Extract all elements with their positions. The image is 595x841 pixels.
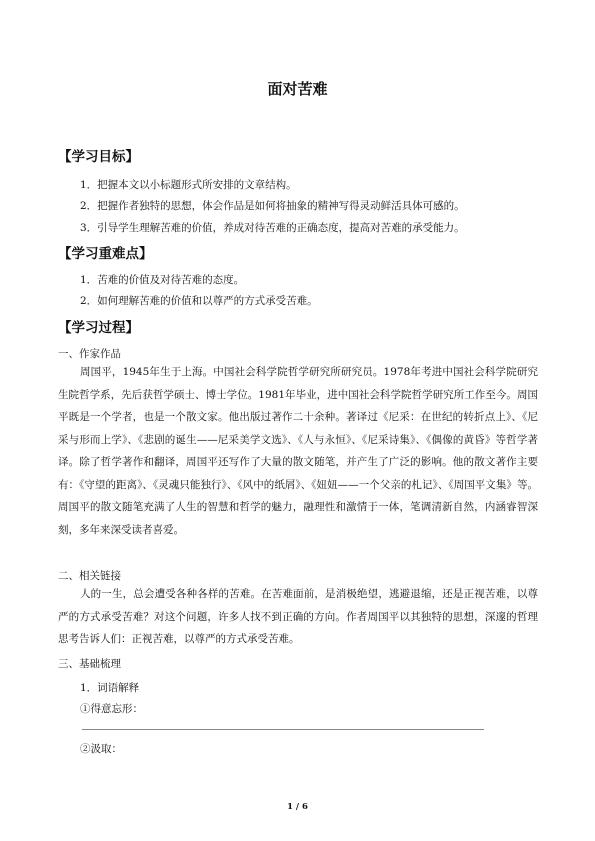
- page-title: 面对苦难: [267, 80, 328, 98]
- subsection-heading-basics: 三、基础梳理: [58, 658, 121, 670]
- section-heading-goals: 【学习目标】: [58, 149, 139, 165]
- answer-line: [82, 729, 484, 730]
- author-paragraph: [58, 361, 538, 541]
- list-item: 1．苦难的价值及对待苦难的态度。: [80, 274, 245, 286]
- list-item: 3．引导学生理解苦难的价值，养成对待苦难的正确态度，提高对苦难的承受能力。: [80, 222, 465, 234]
- vocab-item: ②汲取：: [80, 743, 122, 755]
- links-paragraph: [58, 583, 538, 651]
- subsection-heading-author: 一、作家作品: [58, 348, 121, 360]
- list-item: 2．如何理解苦难的价值和以尊严的方式承受苦难。: [80, 295, 318, 307]
- vocab-heading: 1．词语解释: [80, 682, 140, 694]
- author-text: 周国平，1945年生于上海。中国社会科学院哲学研究所研究员。1978年考进中国社会科学院研究生院哲学系，先后获哲学硕士、博士学位。1981年毕业，进中国社会科学院哲学研究所工作至今。周国平既是一个学者，也是一个散文家。他出版过著作二十余种。著译过《尼采：在世纪的转折点上》、《尼采与形而上学》、《悲剧的诞生——尼采美学文选》、《人与永恒》、《尼采诗集》、《偶像的黄昏》等哲学著译。除了哲学著作和翻译，周国平还写作了大量的散文随笔，并产生了广泛的影响。他的散文著作主要有：《守望的距离》、《灵魂只能独行》、《风中的纸屑》、《妞妞——一个父亲的札记》、《周国平文集》等。周国平的散文随笔充满了人生的智慧和哲学的魅力，融理性和激情于一体，笔调清新自然，内涵睿智深刻，多年来深受读者喜爱。: [58, 366, 538, 536]
- section-heading-process: 【学习过程】: [58, 320, 139, 336]
- vocab-item: ①得意忘形：: [80, 703, 143, 715]
- list-item: 2．把握作者独特的思想，体会作品是如何将抽象的精神写得灵动鲜活具体可感的。: [80, 200, 465, 212]
- subsection-heading-links: 二、相关链接: [58, 570, 121, 582]
- section-heading-key-points: 【学习重难点】: [58, 246, 153, 262]
- list-item: 1．把握本文以小标题形式所安排的文章结构。: [80, 179, 297, 191]
- page-number: 1 / 6: [287, 802, 308, 812]
- links-text: 人的一生，总会遭受各种各样的苦难。在苦难面前，是消极绝望，逃避退缩，还是正视苦难，以尊严的方式承受苦难？对这个问题，许多人找不到正确的方向。作者周国平以其独特的思想，深邃的哲理思考告诉人们：正视苦难，以尊严的方式承受苦难。: [58, 588, 538, 645]
